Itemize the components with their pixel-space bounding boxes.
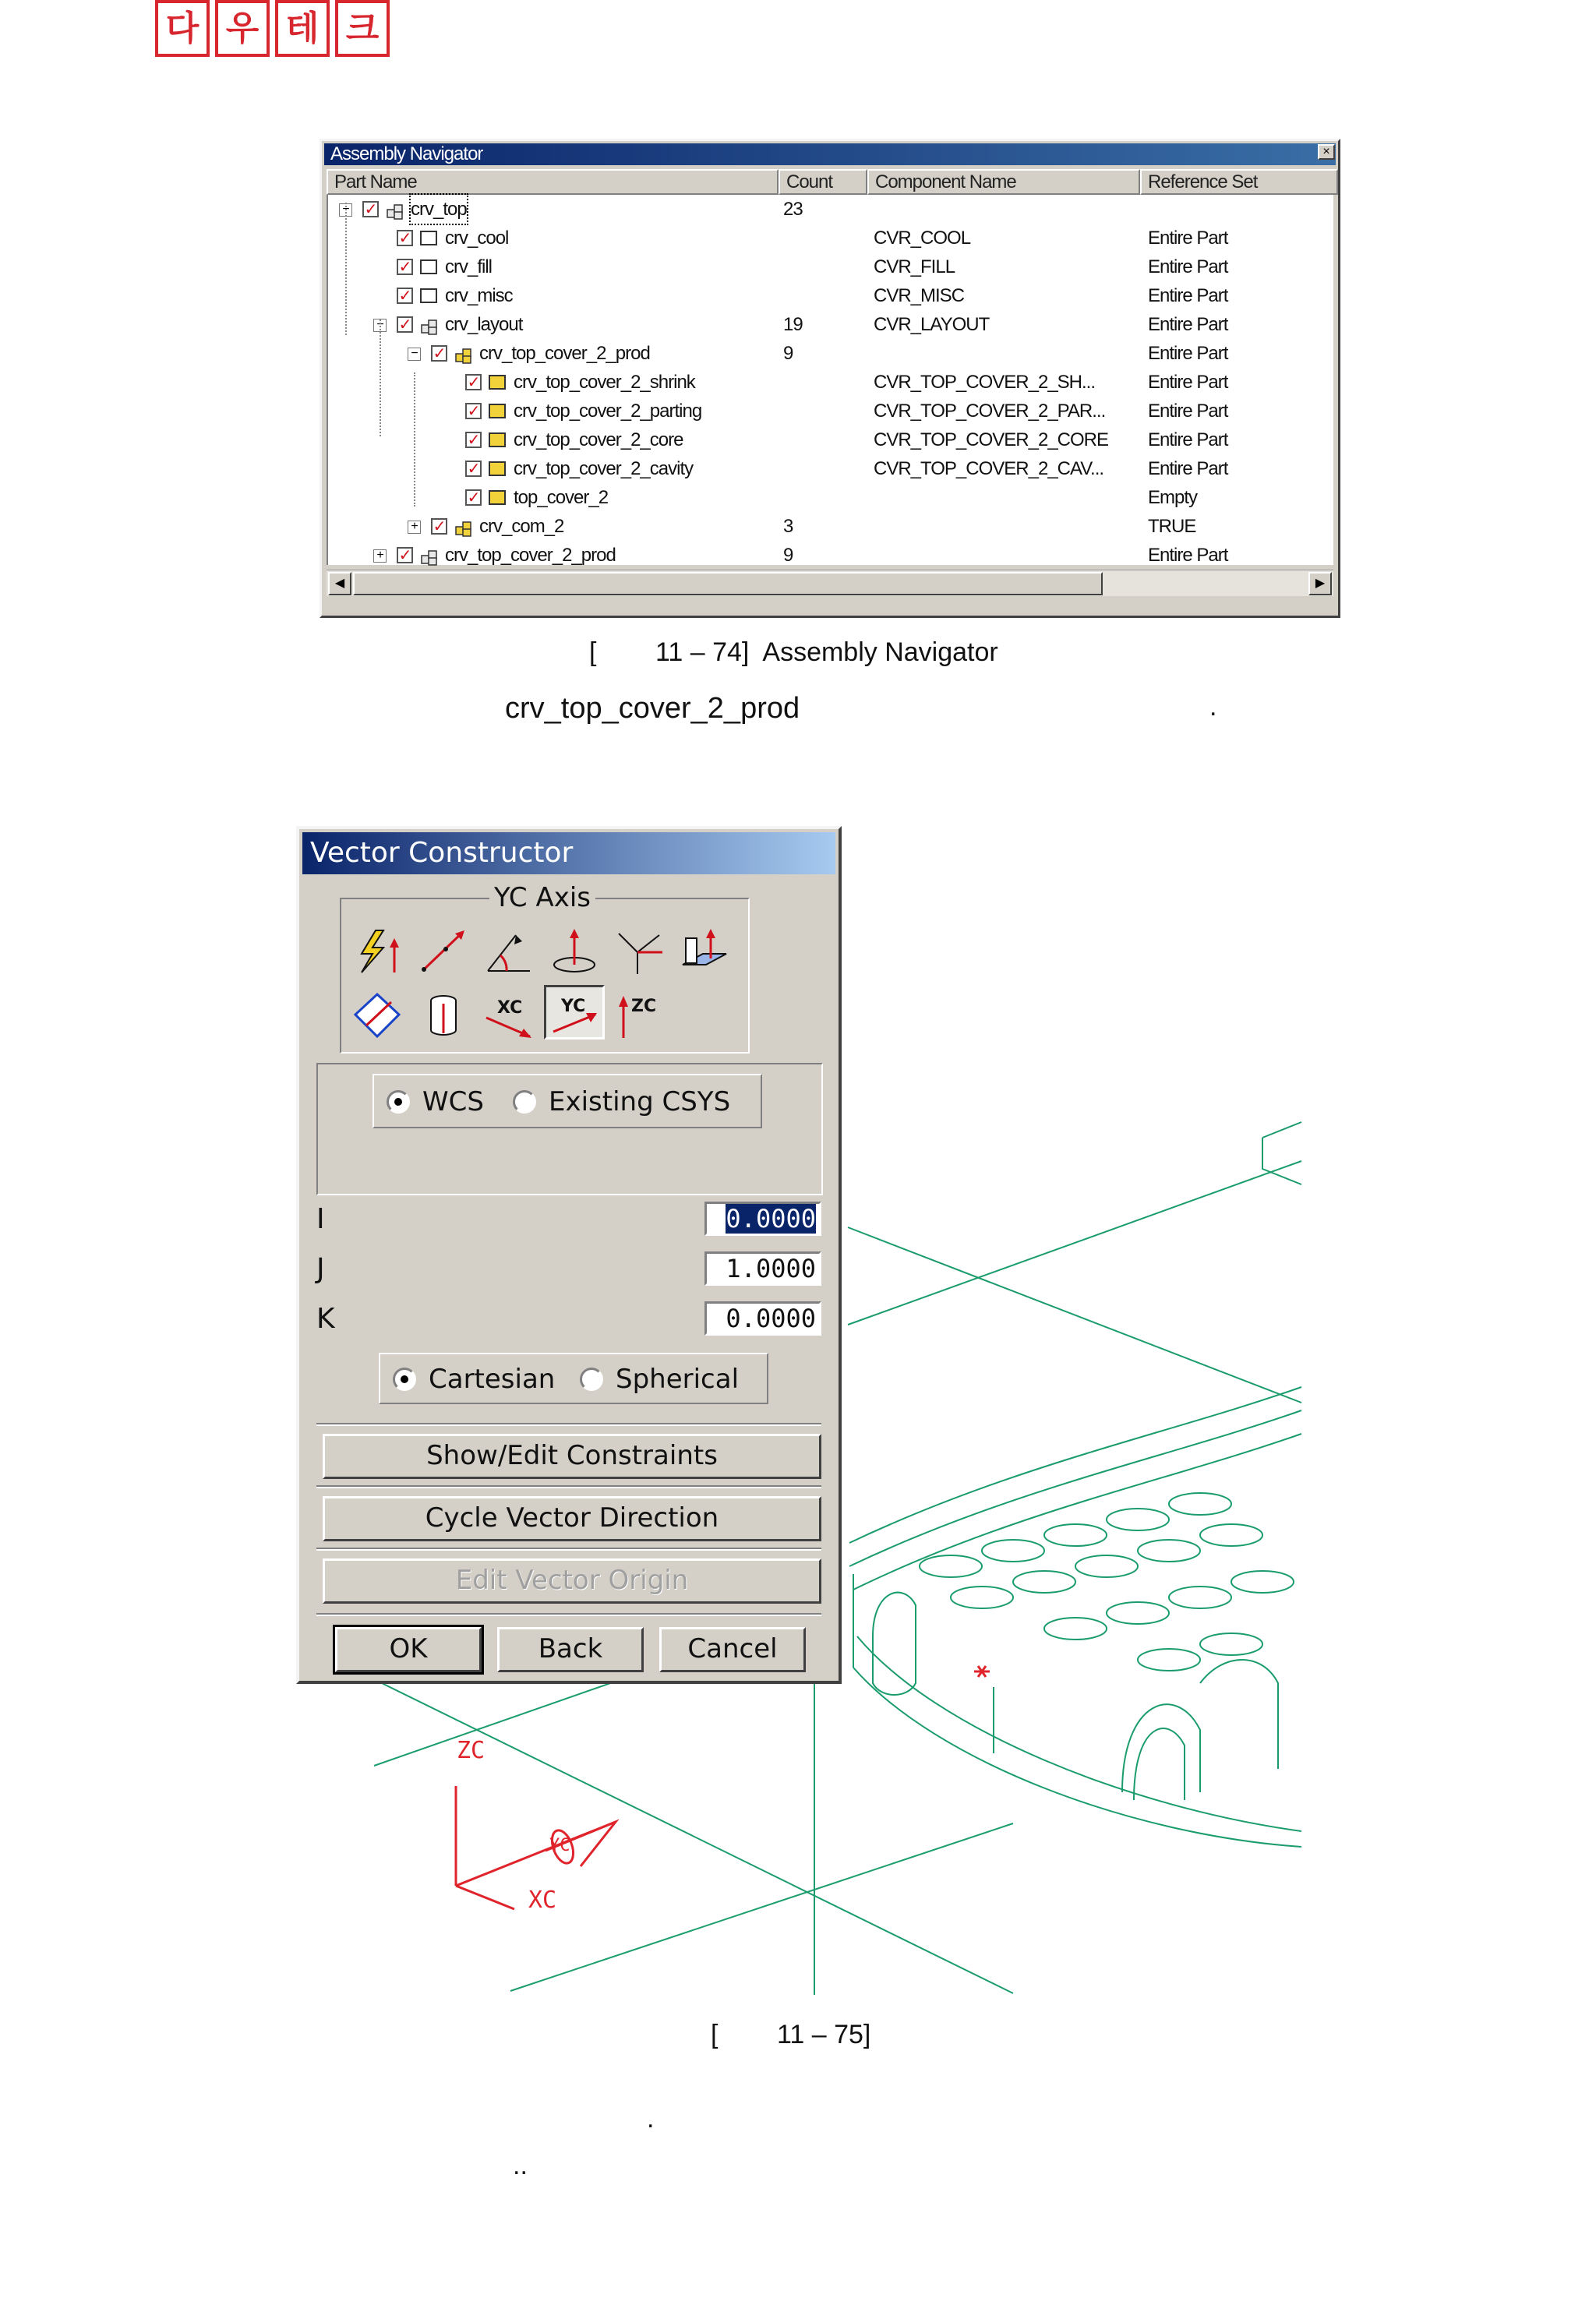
- vector-constructor-dialog: [296, 826, 842, 1684]
- radio-dot-icon[interactable]: [513, 1090, 536, 1114]
- xc-axis: [456, 1886, 514, 1909]
- model-edge: [857, 1636, 1301, 1831]
- model-edge: [1169, 1493, 1231, 1515]
- tree-row[interactable]: [328, 339, 1333, 368]
- svg-text:ZC: ZC: [631, 997, 657, 1016]
- model-edge: [1122, 1704, 1200, 1792]
- window-title: Assembly Navigator: [324, 143, 1336, 165]
- grid-line: [510, 1823, 1013, 1991]
- horizontal-scrollbar[interactable]: [327, 570, 1333, 596]
- divider: [316, 1548, 821, 1551]
- j-field[interactable]: 1.0000: [704, 1251, 821, 1286]
- model-edge: [1200, 1633, 1262, 1655]
- component-name-cell: CVR_LAYOUT: [874, 314, 990, 335]
- column-reference-set[interactable]: Reference Set: [1140, 169, 1338, 195]
- model-edge: [1013, 1571, 1075, 1593]
- checkbox-icon[interactable]: ✓: [465, 432, 482, 448]
- part-name-cell: crv_top_cover_2_prod: [479, 343, 650, 364]
- collapse-icon[interactable]: −: [373, 319, 387, 332]
- reference-set-cell: Entire Part: [1148, 314, 1228, 335]
- reference-set-cell: Entire Part: [1148, 256, 1228, 277]
- model-edge: [951, 1587, 1013, 1608]
- reference-set-cell: Entire Part: [1148, 429, 1228, 450]
- body-text-period: .: [647, 2104, 655, 2134]
- model-edge: [1200, 1660, 1278, 1769]
- reference-set-cell: Entire Part: [1148, 401, 1228, 422]
- part-name-cell: crv_top: [411, 195, 467, 224]
- edge-curve-icon[interactable]: [348, 988, 408, 1043]
- column-part-name[interactable]: Part Name: [327, 169, 779, 195]
- reference-set-cell: Entire Part: [1148, 228, 1228, 249]
- checkbox-icon[interactable]: ✓: [397, 288, 413, 304]
- model-edge: [1107, 1509, 1169, 1530]
- component-name-cell: CVR_FILL: [874, 256, 955, 277]
- close-icon[interactable]: ×: [1318, 144, 1335, 160]
- model-edge: [873, 1593, 916, 1695]
- plane-normal-icon[interactable]: [675, 924, 736, 979]
- model-edge: [1075, 1555, 1138, 1577]
- inferred-vector-icon[interactable]: [348, 924, 408, 979]
- model-edge: [1044, 1618, 1107, 1640]
- part-name-cell: crv_top_cover_2_prod: [445, 545, 616, 566]
- scroll-left-icon[interactable]: ◀: [328, 572, 351, 595]
- collapse-icon[interactable]: −: [408, 348, 421, 361]
- vector-cone: [546, 1822, 616, 1866]
- column-header: [327, 169, 1333, 195]
- cancel-button[interactable]: Cancel: [659, 1627, 806, 1672]
- part-name-cell: crv_top_cover_2_shrink: [514, 372, 695, 393]
- tree-row[interactable]: [328, 195, 1333, 224]
- radio-dot-icon[interactable]: [393, 1368, 416, 1391]
- checkbox-icon[interactable]: ✓: [465, 403, 482, 419]
- k-field[interactable]: 0.0000: [704, 1301, 821, 1336]
- assembly-icon: [386, 200, 404, 218]
- normal-to-face-icon[interactable]: [544, 924, 605, 979]
- k-label: K: [316, 1303, 335, 1335]
- reference-set-cell: Entire Part: [1148, 458, 1228, 479]
- tree-row[interactable]: [328, 368, 1333, 397]
- grid-line: [1262, 1122, 1301, 1138]
- cartesian-label: Cartesian: [429, 1364, 556, 1395]
- tree-row[interactable]: [328, 512, 1333, 541]
- model-edge: [1138, 1540, 1200, 1562]
- cylinder-axis-icon[interactable]: [413, 988, 474, 1043]
- scroll-thumb[interactable]: [353, 572, 1103, 595]
- logo: [155, 0, 390, 57]
- tree-guide-line: [414, 372, 415, 507]
- reference-set-cell: Entire Part: [1148, 372, 1228, 393]
- part-icon: [489, 432, 506, 447]
- component-name-cell: CVR_TOP_COVER_2_CORE: [874, 429, 1108, 450]
- grid-line: [848, 1227, 1301, 1403]
- model-edge: [1169, 1587, 1231, 1608]
- component-name-cell: CVR_TOP_COVER_2_SH...: [874, 372, 1096, 393]
- grid-line: [382, 1683, 1013, 1993]
- j-label: J: [316, 1253, 325, 1285]
- body-text-ellipsis: ..: [513, 2151, 528, 2180]
- part-icon: [420, 231, 437, 245]
- part-icon: [420, 259, 437, 274]
- part-name-cell: crv_layout: [445, 314, 523, 335]
- component-name-cell: CVR_COOL: [874, 228, 971, 249]
- tree-guide-line: [380, 319, 381, 436]
- csys-triad: [456, 1666, 990, 1909]
- checkbox-icon[interactable]: ✓: [431, 518, 447, 535]
- tree-row[interactable]: [328, 252, 1333, 281]
- tree-row[interactable]: [328, 483, 1333, 512]
- figure-caption-75: [ 11 – 75]: [711, 2020, 871, 2049]
- expand-icon[interactable]: +: [408, 521, 421, 534]
- column-count[interactable]: Count: [779, 169, 867, 195]
- tree-row[interactable]: [328, 397, 1333, 425]
- model-edge: [1231, 1571, 1294, 1593]
- part-name-cell: crv_top_cover_2_cavity: [514, 458, 694, 479]
- tree-row[interactable]: [328, 454, 1333, 483]
- tree-guide-line: [345, 203, 347, 335]
- grid-line: [374, 1675, 633, 1766]
- radio-dot-icon[interactable]: [580, 1368, 603, 1391]
- part-name-cell: crv_misc: [445, 285, 513, 306]
- csys-group: [316, 1063, 823, 1195]
- zc-axis-icon[interactable]: [609, 988, 670, 1043]
- part-icon: [489, 404, 506, 418]
- spherical-label: Spherical: [616, 1364, 740, 1395]
- group-title: YC Axis: [489, 884, 595, 912]
- origin-marker: [978, 1666, 986, 1677]
- checkbox-icon[interactable]: ✓: [431, 345, 447, 362]
- part-name-cell: top_cover_2: [514, 487, 609, 508]
- part-icon: [489, 375, 506, 390]
- ok-button[interactable]: OK: [335, 1627, 482, 1672]
- model-edge: [1200, 1524, 1262, 1546]
- model-edge: [1262, 1138, 1301, 1184]
- checkbox-icon[interactable]: ✓: [362, 201, 379, 217]
- tree-row[interactable]: [328, 541, 1333, 570]
- two-points-icon[interactable]: [413, 924, 474, 979]
- vector-cone: [548, 1827, 577, 1866]
- body-text-part-name: crv_top_cover_2_prod: [505, 692, 800, 725]
- wcs-label: WCS: [422, 1086, 484, 1117]
- svg-text:YC: YC: [561, 997, 586, 1016]
- component-name-cell: CVR_TOP_COVER_2_CAV...: [874, 458, 1104, 479]
- checkbox-icon[interactable]: ✓: [397, 316, 413, 333]
- component-name-cell: CVR_TOP_COVER_2_PAR...: [874, 401, 1106, 422]
- count-cell: 3: [783, 516, 793, 537]
- checkbox-icon[interactable]: ✓: [397, 230, 413, 246]
- assembly-icon: [454, 344, 473, 362]
- origin-marker: [978, 1666, 986, 1677]
- model-edge: [1138, 1649, 1200, 1671]
- part-name-cell: crv_top_cover_2_core: [514, 429, 683, 450]
- cycle-vector-direction-button[interactable]: Cycle Vector Direction: [323, 1496, 821, 1541]
- yc-label: YC: [549, 1836, 570, 1855]
- body-text-period: .: [1209, 692, 1217, 722]
- reference-set-cell: Entire Part: [1148, 285, 1228, 306]
- yc-vector: [456, 1822, 616, 1886]
- model-edge: [1134, 1728, 1185, 1800]
- divider: [316, 1423, 821, 1426]
- assembly-icon: [420, 316, 439, 334]
- method-group: [340, 882, 750, 1054]
- spherical-radio[interactable]: [580, 1364, 739, 1395]
- reference-set-cell: TRUE: [1148, 516, 1196, 537]
- reference-set-cell: Entire Part: [1148, 545, 1228, 566]
- grid-line: [848, 1161, 1301, 1325]
- logo-char: 테: [275, 0, 330, 57]
- model-edge: [849, 1410, 1301, 1566]
- part-icon: [489, 461, 506, 476]
- model-edge: [1107, 1602, 1169, 1624]
- part-icon: [489, 490, 506, 505]
- coordinate-type-group: [379, 1353, 768, 1404]
- tree-row[interactable]: [328, 281, 1333, 310]
- assembly-navigator-window: [320, 139, 1340, 618]
- part-name-cell: crv_top_cover_2_parting: [514, 401, 702, 422]
- part-name-cell: crv_cool: [445, 228, 509, 249]
- i-value: 0.0000: [726, 1204, 816, 1234]
- show-edit-constraints-button[interactable]: Show/Edit Constraints: [323, 1434, 821, 1479]
- checkbox-icon[interactable]: ✓: [397, 547, 413, 563]
- count-cell: 19: [783, 314, 803, 335]
- model-edge: [982, 1540, 1044, 1562]
- csys-options: [373, 1074, 762, 1128]
- tree-row[interactable]: [328, 310, 1333, 339]
- assembly-icon: [420, 546, 439, 564]
- expand-icon[interactable]: +: [373, 549, 387, 563]
- dialog-title: Vector Constructor: [302, 832, 835, 874]
- zc-label: ZC: [457, 1737, 486, 1764]
- count-cell: 9: [783, 545, 793, 566]
- yc-axis-icon[interactable]: [544, 985, 605, 1040]
- svg-text:XC: XC: [497, 998, 523, 1018]
- angle-to-xc-icon[interactable]: [478, 924, 539, 979]
- model-edge: [849, 1387, 1301, 1543]
- i-field[interactable]: [704, 1202, 821, 1236]
- divider: [316, 1485, 821, 1488]
- cartesian-radio[interactable]: [393, 1364, 555, 1395]
- existing-csys-label: Existing CSYS: [549, 1086, 731, 1117]
- tree-row[interactable]: [328, 425, 1333, 454]
- model-edge: [853, 1668, 1301, 1847]
- assembly-icon: [454, 517, 473, 535]
- column-component-name[interactable]: Component Name: [867, 169, 1140, 195]
- checkbox-icon[interactable]: ✓: [465, 489, 482, 506]
- back-button[interactable]: Back: [497, 1627, 644, 1672]
- checkbox-icon[interactable]: ✓: [397, 259, 413, 275]
- edit-vector-origin-button[interactable]: Edit Vector Origin: [323, 1558, 821, 1604]
- checkbox-icon[interactable]: ✓: [465, 461, 482, 477]
- count-cell: 23: [783, 199, 803, 220]
- part-name-cell: crv_com_2: [479, 516, 564, 537]
- existing-csys-radio[interactable]: [513, 1086, 730, 1117]
- figure-caption-74: [ 11 – 74] Assembly Navigator: [589, 637, 998, 667]
- logo-char: 우: [215, 0, 270, 57]
- logo-char: 다: [155, 0, 210, 57]
- scroll-right-icon[interactable]: ▶: [1308, 572, 1332, 595]
- model-edge: [920, 1555, 982, 1577]
- xc-label: XC: [528, 1887, 557, 1914]
- part-name-cell: crv_fill: [445, 256, 493, 277]
- model-edge: [1044, 1524, 1107, 1546]
- collapse-icon[interactable]: −: [339, 203, 352, 217]
- xc-axis-icon[interactable]: [478, 988, 539, 1043]
- divider: [316, 1613, 821, 1616]
- count-cell: 9: [783, 343, 793, 364]
- radio-dot-icon[interactable]: [387, 1090, 410, 1114]
- tree-row[interactable]: [328, 224, 1333, 252]
- part-icon: [420, 288, 437, 303]
- bisector-icon[interactable]: [609, 924, 670, 979]
- checkbox-icon[interactable]: ✓: [465, 374, 482, 390]
- model-edge: [853, 1434, 1301, 1590]
- logo-char: 크: [335, 0, 390, 57]
- reference-set-cell: Empty: [1148, 487, 1198, 508]
- i-label: I: [316, 1203, 325, 1235]
- wcs-radio[interactable]: [387, 1086, 484, 1117]
- reference-set-cell: Entire Part: [1148, 343, 1228, 364]
- assembly-tree: [327, 195, 1333, 565]
- component-name-cell: CVR_MISC: [874, 285, 965, 306]
